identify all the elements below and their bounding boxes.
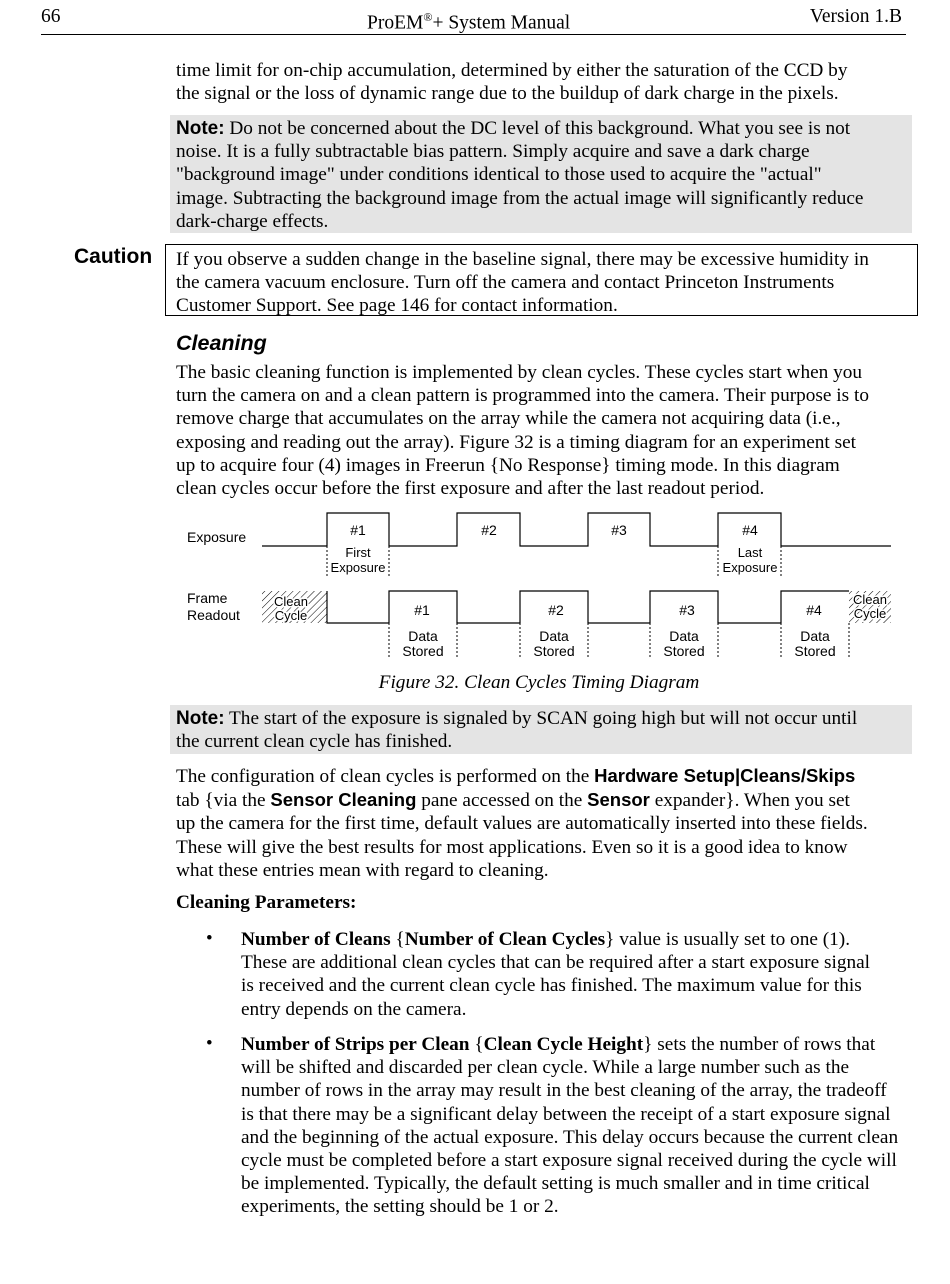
text-line: up to acquire four (4) images in Freerun {No Response} timing mode. In this diagram — [176, 454, 840, 476]
text-line: be implemented. Typically, the default setting is much smaller and in time critical — [241, 1173, 870, 1195]
readout-pulse-label: #4 — [806, 602, 822, 618]
note-label: Note: — [176, 708, 225, 729]
text-line — [176, 764, 868, 788]
text-line: The basic cleaning function is implemented by clean cycles. These cycles start when you — [176, 362, 863, 383]
text-span: pane accessed on the — [416, 790, 588, 812]
text-span: Do not be concerned about the DC level of this background. What you see is not — [224, 118, 851, 139]
parameters-heading: Cleaning Parameters: — [176, 892, 357, 913]
config-paragraph — [176, 764, 868, 882]
list-item — [241, 928, 870, 1021]
text-line — [176, 707, 912, 730]
text-line: clean cycles occur before the first exposure and after the last readout period. — [176, 478, 765, 500]
text-line: the camera vacuum enclosure. Turn off the camera and contact Princeton Instruments — [176, 272, 835, 294]
exposure-pulse-label: #2 — [481, 522, 497, 538]
param-alt-name: Number of Clean Cycles — [404, 929, 606, 950]
text-line: and the beginning of the actual exposure. This delay occurs because the current clean — [241, 1126, 899, 1148]
first-exposure-label: Exposure — [330, 560, 386, 575]
expander-name: Sensor — [587, 789, 650, 811]
registered-mark: ® — [423, 10, 433, 24]
text-line: dark-charge effects. — [176, 210, 329, 232]
text-span: tab {via the — [176, 790, 271, 812]
bullet-dot: • — [206, 928, 213, 949]
section-title: Cleaning — [176, 331, 267, 355]
param-name: Number of Strips per Clean — [241, 1034, 470, 1055]
manual-title-rest: + System Manual — [432, 12, 571, 34]
caution-label: Caution — [74, 245, 153, 268]
text-line: up the camera for the first time, default values are automatically inserted into these fields. — [176, 813, 868, 835]
text-span: { — [390, 929, 405, 950]
text-line: turn the camera on and a clean pattern is programmed into the camera. Their purpose is to — [176, 385, 869, 407]
text-line: the current clean cycle has finished. — [176, 731, 453, 753]
param-name: Number of Cleans — [241, 929, 391, 950]
readout-pulse-label: #1 — [414, 602, 430, 618]
figure-caption: Figure 32. Clean Cycles Timing Diagram — [378, 672, 700, 693]
readout-waveform — [327, 591, 849, 623]
text-line — [176, 788, 868, 812]
text-line: number of rows in the array may result in the best cleaning of the array, the tradeoff — [241, 1080, 887, 1102]
readout-pulse-label: #3 — [679, 602, 695, 618]
clean-cycle-label: Cycle — [274, 608, 308, 623]
text-span: expander}. When you set — [649, 790, 850, 812]
text-span: The start of the exposure is signaled by SCAN going high but will not occur until — [224, 708, 858, 729]
data-stored-label: Stored — [533, 643, 575, 659]
page-number: 66 — [41, 6, 61, 27]
text-line: experiments, the setting should be 1 or 2. — [241, 1196, 559, 1218]
text-line: If you observe a sudden change in the baseline signal, there may be excessive humidity in — [176, 249, 869, 270]
last-exposure-label: Last — [737, 545, 763, 560]
param-alt-name: Clean Cycle Height — [483, 1034, 644, 1055]
text-line: remove charge that accumulates on the array while the camera not acquiring data (i.e., — [176, 408, 841, 430]
data-stored-label: Stored — [794, 643, 836, 659]
data-stored-label: Data — [669, 628, 699, 644]
clean-cycle-label: Clean — [274, 594, 308, 609]
text-line — [241, 928, 870, 951]
text-span: The configuration of clean cycles is performed on the — [176, 766, 595, 787]
manual-title-main: ProEM — [367, 12, 424, 34]
data-stored-label: Data — [800, 628, 830, 644]
text-span: } sets the number of rows that — [643, 1034, 876, 1055]
note-label: Note: — [176, 118, 225, 139]
clean-cycle-label: Clean — [853, 592, 887, 607]
frame-label: Frame — [187, 590, 228, 606]
text-line — [241, 1033, 898, 1056]
list-item — [241, 1033, 898, 1219]
ui-path-label: Hardware Setup|Cleans/Skips — [594, 765, 856, 786]
text-line: image. Subtracting the background image from the actual image will significantly reduce — [176, 187, 864, 209]
text-line: is received and the current clean cycle has finished. The maximum value for this — [241, 975, 862, 997]
text-line: entry depends on the camera. — [241, 998, 467, 1020]
data-stored-markers — [389, 623, 849, 658]
clean-cycle-label: Cycle — [853, 606, 887, 621]
data-stored-label: Data — [539, 628, 569, 644]
exposure-label: Exposure — [187, 529, 247, 545]
exposure-pulse-label: #3 — [611, 522, 627, 538]
last-exposure-label: Exposure — [722, 560, 778, 575]
text-line: is that there may be a significant delay between the receipt of a start exposure signal — [241, 1103, 891, 1125]
readout-pulse-label: #2 — [548, 602, 564, 618]
bullet-dot: • — [206, 1033, 213, 1054]
text-span: } value is usually set to one (1). — [605, 929, 851, 950]
text-line: These are additional clean cycles that can be required after a start exposure signal — [241, 952, 871, 974]
exposure-pulse-label: #1 — [350, 522, 366, 538]
text-line: will be shifted and discarded per clean cycle. While a large number such as the — [241, 1057, 850, 1079]
version-label: Version 1.B — [809, 6, 902, 27]
text-line: Customer Support. See page 146 for contact information. — [176, 295, 618, 317]
text-line: These will give the best results for most applications. Even so it is a good idea to know — [176, 836, 848, 858]
text-line: noise. It is a fully subtractable bias pattern. Simply acquire and save a dark charge — [176, 141, 810, 163]
text-line: cycle must be completed before a start exposure signal received during the cycle will — [241, 1150, 897, 1172]
data-stored-label: Stored — [402, 643, 444, 659]
text-line: exposing and reading out the array). Figure 32 is a timing diagram for an experiment set — [176, 431, 857, 453]
text-line: what these entries mean with regard to cleaning. — [176, 859, 549, 881]
text-line: the signal or the loss of dynamic range due to the buildup of dark charge in the pixels. — [176, 83, 839, 105]
data-stored-label: Stored — [663, 643, 705, 659]
readout-label: Readout — [187, 607, 240, 623]
first-exposure-label: First — [345, 545, 371, 560]
exposure-pulse-label: #4 — [742, 522, 758, 538]
data-stored-label: Data — [408, 628, 438, 644]
note-box — [170, 705, 912, 754]
text-line: time limit for on-chip accumulation, determined by either the saturation of the CCD by — [176, 60, 848, 81]
text-span: { — [469, 1034, 484, 1055]
pane-name: Sensor Cleaning — [270, 789, 417, 811]
text-line: "background image" under conditions identical to those used to acquire the "actual" — [176, 164, 822, 186]
